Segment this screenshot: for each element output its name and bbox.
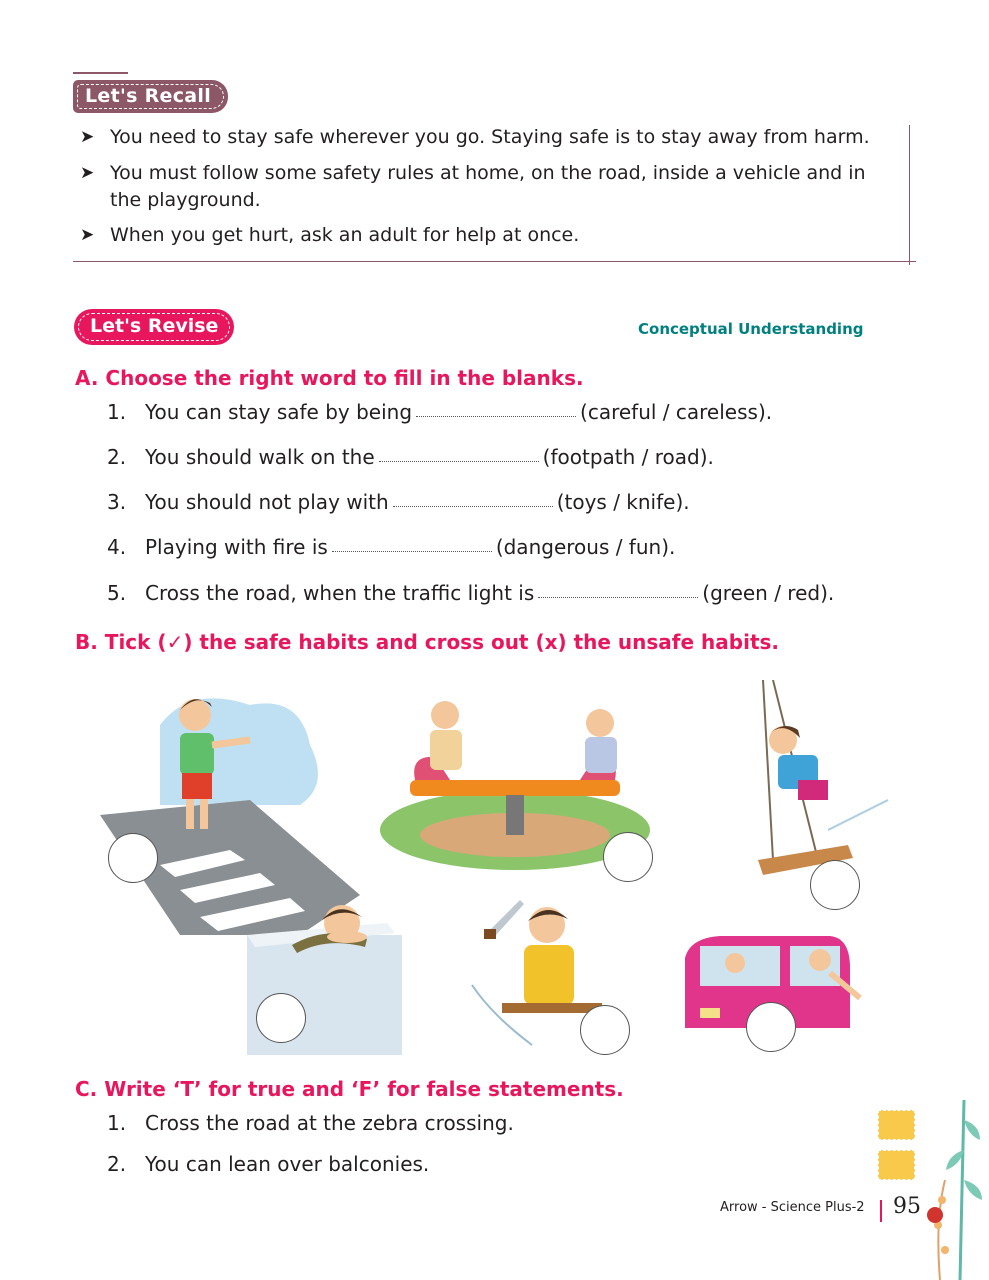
answer-box[interactable] <box>878 1150 915 1180</box>
revise-badge <box>74 309 234 345</box>
page-number: 95 <box>893 1194 921 1219</box>
blank-line[interactable] <box>416 416 576 417</box>
section-c-heading: C. Write ‘T’ for true and ‘F’ for false statements. <box>75 1077 624 1101</box>
blank-line[interactable] <box>379 461 539 462</box>
answer-box[interactable] <box>878 1110 915 1140</box>
blank-line[interactable] <box>538 597 698 598</box>
book-title-footer: Arrow - Science Plus-2 <box>720 1200 865 1215</box>
section-b-heading: B. Tick (✓) the safe habits and cross out (x) the unsafe habits. <box>75 630 780 654</box>
swing-illustration <box>728 680 908 885</box>
answer-circle[interactable] <box>580 1005 630 1055</box>
conceptual-understanding-tag: Conceptual Understanding <box>638 320 864 338</box>
true-false-item: 1. Cross the road at the zebra crossing. <box>107 1111 514 1135</box>
decorative-plant-icon <box>920 1100 989 1280</box>
fill-blank-item: 2. You should walk on the (footpath / road). <box>107 445 714 469</box>
revise-title: Let's Revise <box>90 315 219 337</box>
footer-separator <box>880 1200 882 1222</box>
answer-circle[interactable] <box>256 993 306 1043</box>
answer-circle[interactable] <box>108 833 158 883</box>
recall-badge <box>73 80 228 113</box>
fill-blank-item: 3. You should not play with (toys / knife). <box>107 490 690 514</box>
answer-circle[interactable] <box>746 1002 796 1052</box>
arrow-bullet-icon: ➤ <box>80 163 95 183</box>
fill-blank-item: 1. You can stay safe by being (careful / careless). <box>107 400 773 424</box>
answer-circle[interactable] <box>603 832 653 882</box>
arrow-bullet-icon: ➤ <box>80 127 95 147</box>
blank-line[interactable] <box>393 506 553 507</box>
section-a-heading: A. Choose the right word to fill in the blanks. <box>75 366 584 390</box>
recall-decor-line <box>73 72 128 74</box>
fill-blank-item: 5. Cross the road, when the traffic light is (green / red). <box>107 581 835 605</box>
blank-line[interactable] <box>332 551 492 552</box>
answer-circle[interactable] <box>810 860 860 910</box>
arrow-bullet-icon: ➤ <box>80 225 95 245</box>
recall-title: Let's Recall <box>85 85 212 107</box>
true-false-item: 2. You can lean over balconies. <box>107 1152 430 1176</box>
fill-blank-item: 4. Playing with fire is (dangerous / fun). <box>107 535 676 559</box>
